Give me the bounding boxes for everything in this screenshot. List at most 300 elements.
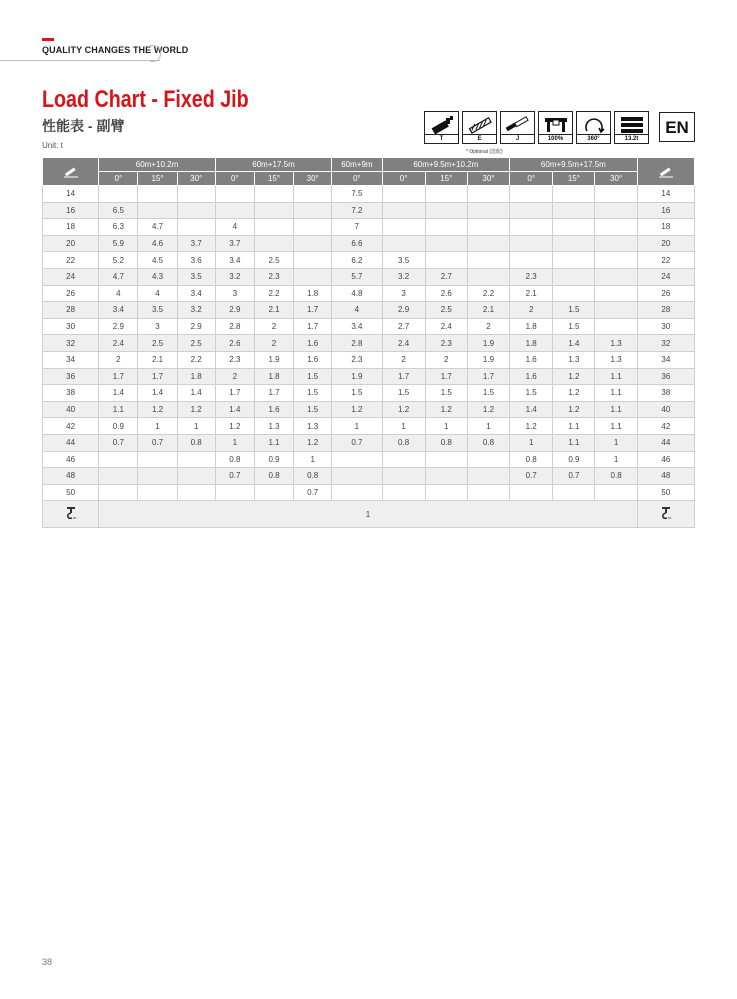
load-cell: 2.4 [425, 318, 467, 335]
load-cell [99, 468, 138, 485]
load-cell [553, 268, 595, 285]
load-cell: 1.1 [595, 385, 637, 402]
load-cell [99, 484, 138, 501]
load-cell: 1.1 [595, 368, 637, 385]
load-cell [138, 202, 177, 219]
load-cell [425, 202, 467, 219]
load-cell: 4.3 [138, 268, 177, 285]
page-subtitle: 性能表 - 副臂 [42, 118, 125, 134]
hook-block-icon [659, 506, 673, 520]
load-cell [425, 235, 467, 252]
load-cell [510, 186, 553, 203]
load-cell: 1.4 [177, 385, 215, 402]
load-cell [177, 484, 215, 501]
load-cell: 1.3 [595, 351, 637, 368]
group-header-row [43, 158, 695, 172]
table-row [43, 451, 695, 468]
load-cell [510, 484, 553, 501]
load-cell: 1.3 [254, 418, 293, 435]
load-cell: 1.1 [553, 418, 595, 435]
load-cell: 3.4 [215, 252, 254, 269]
load-cell: 1.7 [382, 368, 425, 385]
load-cell: 1.2 [425, 401, 467, 418]
load-cell [467, 484, 509, 501]
radius-cell: 50 [637, 484, 694, 501]
group-header: 60m+9.5m+10.2m [382, 158, 510, 172]
load-cell: 4 [138, 285, 177, 302]
load-cell [595, 186, 637, 203]
load-cell [294, 202, 332, 219]
radius-icon [63, 164, 79, 178]
radius-cell: 32 [637, 335, 694, 352]
table-row [43, 186, 695, 203]
table-row [43, 318, 695, 335]
language-badge: EN [659, 112, 695, 142]
load-cell: 1.5 [510, 385, 553, 402]
load-cell: 7 [332, 219, 382, 236]
load-cell [425, 186, 467, 203]
load-cell: 3.5 [138, 302, 177, 319]
load-cell: 3 [215, 285, 254, 302]
load-cell: 1.5 [332, 385, 382, 402]
load-cell [595, 268, 637, 285]
load-cell: 1.2 [215, 418, 254, 435]
angle-header: 30° [467, 172, 509, 186]
load-cell: 7.2 [332, 202, 382, 219]
load-cell [510, 252, 553, 269]
load-cell: 1.1 [553, 434, 595, 451]
table-row [43, 351, 695, 368]
load-cell: 1 [510, 434, 553, 451]
load-cell [595, 318, 637, 335]
angle-header-row [43, 172, 695, 186]
load-cell: 1.4 [510, 401, 553, 418]
load-cell: 1 [332, 418, 382, 435]
load-cell [553, 484, 595, 501]
load-cell: 0.8 [177, 434, 215, 451]
angle-header: 30° [595, 172, 637, 186]
radius-cell: 16 [637, 202, 694, 219]
load-cell [425, 252, 467, 269]
load-cell [138, 484, 177, 501]
load-cell: 2 [215, 368, 254, 385]
load-cell: 3.4 [99, 302, 138, 319]
load-cell: 5.7 [332, 268, 382, 285]
angle-header: 0° [332, 172, 382, 186]
load-cell: 0.7 [553, 468, 595, 485]
radius-cell: 34 [43, 351, 99, 368]
load-cell: 1.2 [553, 385, 595, 402]
load-cell [595, 285, 637, 302]
load-cell [382, 451, 425, 468]
load-cell [467, 252, 509, 269]
hook-cell-right [637, 501, 694, 528]
load-cell: 1.4 [553, 335, 595, 352]
load-cell: 2.9 [177, 318, 215, 335]
badge-label: 100% [539, 134, 572, 143]
load-cell [510, 219, 553, 236]
outrigger-span-icon [542, 115, 570, 135]
load-cell: 0.7 [332, 434, 382, 451]
load-cell: 0.8 [425, 434, 467, 451]
radius-cell: 16 [43, 202, 99, 219]
radius-cell: 38 [43, 385, 99, 402]
load-cell: 2.9 [382, 302, 425, 319]
radius-cell: 14 [637, 186, 694, 203]
radius-icon [658, 164, 674, 178]
load-cell: 1.3 [553, 351, 595, 368]
load-cell: 0.9 [254, 451, 293, 468]
table-row [43, 219, 695, 236]
hook-block-icon [64, 506, 78, 520]
load-cell: 0.8 [294, 468, 332, 485]
load-cell: 0.7 [99, 434, 138, 451]
load-cell [595, 235, 637, 252]
load-cell [294, 252, 332, 269]
load-cell: 0.9 [99, 418, 138, 435]
table-row [43, 252, 695, 269]
load-cell: 3.5 [382, 252, 425, 269]
load-cell: 2.5 [254, 252, 293, 269]
radius-cell: 20 [637, 235, 694, 252]
load-cell: 2 [254, 318, 293, 335]
angle-header: 15° [138, 172, 177, 186]
load-cell: 1.2 [332, 401, 382, 418]
load-cell: 1 [382, 418, 425, 435]
load-cell [254, 186, 293, 203]
slogan-rule [0, 60, 160, 61]
load-cell: 1.9 [254, 351, 293, 368]
load-cell: 2.7 [382, 318, 425, 335]
load-cell: 1.4 [215, 401, 254, 418]
load-cell [99, 186, 138, 203]
radius-cell: 28 [637, 302, 694, 319]
load-cell [467, 186, 509, 203]
load-cell [382, 468, 425, 485]
radius-cell: 24 [43, 268, 99, 285]
load-cell [425, 451, 467, 468]
load-cell: 0.8 [382, 434, 425, 451]
load-cell: 2.2 [254, 285, 293, 302]
load-cell: 1.3 [595, 335, 637, 352]
load-cell [177, 468, 215, 485]
radius-corner-left [43, 158, 99, 186]
load-cell: 2.6 [425, 285, 467, 302]
badge-outrigger-span [538, 111, 573, 144]
table-row [43, 385, 695, 402]
group-header: 60m+9.5m+17.5m [510, 158, 638, 172]
load-cell: 2 [382, 351, 425, 368]
table-row [43, 335, 695, 352]
radius-corner-right [637, 158, 694, 186]
load-cell: 4.5 [138, 252, 177, 269]
counterweight-stack-icon [618, 115, 646, 135]
load-cell: 2.3 [215, 351, 254, 368]
radius-cell: 26 [637, 285, 694, 302]
badge-label: 13.2t [615, 134, 648, 143]
load-cell: 1.7 [254, 385, 293, 402]
load-cell: 2.6 [215, 335, 254, 352]
load-table-body [43, 186, 695, 501]
load-cell: 0.7 [294, 484, 332, 501]
load-cell: 0.7 [138, 434, 177, 451]
load-cell: 5.2 [99, 252, 138, 269]
load-cell: 1.2 [553, 401, 595, 418]
load-cell: 4 [215, 219, 254, 236]
load-cell: 2 [467, 318, 509, 335]
load-cell: 1.2 [294, 434, 332, 451]
load-cell: 1.6 [294, 335, 332, 352]
load-cell: 1.2 [553, 368, 595, 385]
load-cell: 1.7 [99, 368, 138, 385]
radius-cell: 34 [637, 351, 694, 368]
rotation-360-icon [580, 115, 608, 135]
radius-cell: 32 [43, 335, 99, 352]
load-cell [595, 484, 637, 501]
angle-header: 0° [382, 172, 425, 186]
hook-weight-value: 1 [99, 501, 637, 528]
load-cell: 4.7 [138, 219, 177, 236]
load-cell [177, 186, 215, 203]
badge-boom-e [462, 111, 497, 144]
load-cell [467, 219, 509, 236]
load-cell [254, 202, 293, 219]
radius-cell: 22 [43, 252, 99, 269]
group-header: 60m+9m [332, 158, 382, 172]
load-cell: 2.3 [510, 268, 553, 285]
load-cell: 2.5 [177, 335, 215, 352]
radius-cell: 42 [637, 418, 694, 435]
load-cell: 0.9 [553, 451, 595, 468]
load-cell: 2.8 [332, 335, 382, 352]
load-cell [553, 202, 595, 219]
load-cell: 1.5 [553, 318, 595, 335]
load-cell: 1.5 [294, 385, 332, 402]
load-cell: 3.2 [382, 268, 425, 285]
radius-cell: 26 [43, 285, 99, 302]
badge-counterweight [614, 111, 649, 144]
load-cell [382, 202, 425, 219]
table-row [43, 368, 695, 385]
load-cell: 1.9 [467, 351, 509, 368]
load-cell [467, 268, 509, 285]
angle-header: 15° [254, 172, 293, 186]
badge-label: 360° [577, 134, 610, 143]
configuration-badges [424, 111, 649, 144]
load-cell: 1.4 [138, 385, 177, 402]
load-cell: 3 [382, 285, 425, 302]
group-header: 60m+10.2m [99, 158, 216, 172]
load-cell [332, 468, 382, 485]
load-cell: 1.5 [382, 385, 425, 402]
load-cell: 4 [332, 302, 382, 319]
load-cell: 1.7 [467, 368, 509, 385]
load-cell [99, 451, 138, 468]
svg-text:m: m [72, 515, 76, 521]
load-cell: 2.1 [510, 285, 553, 302]
hook-cell-left [43, 501, 99, 528]
load-cell: 2 [99, 351, 138, 368]
load-cell: 1.7 [294, 302, 332, 319]
load-cell: 3.4 [177, 285, 215, 302]
jib-j-icon [504, 115, 532, 135]
load-cell [382, 186, 425, 203]
load-cell: 2 [425, 351, 467, 368]
load-cell: 0.8 [215, 451, 254, 468]
load-cell [467, 468, 509, 485]
load-cell: 6.6 [332, 235, 382, 252]
load-cell [177, 219, 215, 236]
load-cell: 1 [215, 434, 254, 451]
load-cell: 1.6 [294, 351, 332, 368]
load-cell: 2.1 [467, 302, 509, 319]
angle-header: 30° [177, 172, 215, 186]
load-cell [294, 219, 332, 236]
company-slogan: QUALITY CHANGES THE WORLD [42, 45, 189, 55]
load-cell: 4.7 [99, 268, 138, 285]
load-cell: 1.2 [467, 401, 509, 418]
load-cell: 1 [595, 451, 637, 468]
angle-header: 30° [294, 172, 332, 186]
radius-cell: 14 [43, 186, 99, 203]
radius-cell: 36 [637, 368, 694, 385]
load-cell: 4.6 [138, 235, 177, 252]
angle-header: 0° [99, 172, 138, 186]
load-cell: 1.9 [332, 368, 382, 385]
load-cell: 1.2 [177, 401, 215, 418]
radius-cell: 36 [43, 368, 99, 385]
angle-header: 15° [553, 172, 595, 186]
load-cell: 1.5 [467, 385, 509, 402]
load-cell: 1.2 [382, 401, 425, 418]
load-cell: 1.1 [99, 401, 138, 418]
radius-cell: 24 [637, 268, 694, 285]
radius-cell: 50 [43, 484, 99, 501]
load-cell: 1.8 [510, 318, 553, 335]
load-cell: 0.7 [215, 468, 254, 485]
load-cell [425, 484, 467, 501]
load-cell: 2.2 [467, 285, 509, 302]
badge-rotation [576, 111, 611, 144]
load-cell [294, 186, 332, 203]
load-cell: 1.6 [510, 351, 553, 368]
table-row [43, 401, 695, 418]
load-cell: 4 [99, 285, 138, 302]
optional-note: * Optional (选配) [466, 149, 503, 155]
load-cell: 2.9 [215, 302, 254, 319]
load-cell: 2.3 [332, 351, 382, 368]
load-cell: 2 [510, 302, 553, 319]
load-cell: 1 [425, 418, 467, 435]
load-cell: 1.5 [294, 368, 332, 385]
hook-footer-row [43, 501, 695, 528]
load-cell [595, 219, 637, 236]
table-row [43, 434, 695, 451]
load-cell: 3.6 [177, 252, 215, 269]
load-cell: 1.8 [294, 285, 332, 302]
brand-accent-bar [42, 38, 54, 41]
load-cell [254, 219, 293, 236]
load-cell: 1.7 [138, 368, 177, 385]
load-cell [294, 268, 332, 285]
load-cell: 1.5 [553, 302, 595, 319]
load-cell: 1 [138, 418, 177, 435]
load-cell: 1.7 [425, 368, 467, 385]
radius-cell: 30 [43, 318, 99, 335]
load-cell: 2.2 [177, 351, 215, 368]
load-cell: 1 [177, 418, 215, 435]
load-cell [467, 202, 509, 219]
load-cell: 4.8 [332, 285, 382, 302]
load-cell: 2.4 [99, 335, 138, 352]
load-cell: 2 [254, 335, 293, 352]
group-header: 60m+17.5m [215, 158, 332, 172]
load-cell: 1 [467, 418, 509, 435]
load-cell: 1 [294, 451, 332, 468]
load-cell [510, 202, 553, 219]
radius-cell: 42 [43, 418, 99, 435]
table-row [43, 468, 695, 485]
load-cell [467, 451, 509, 468]
load-cell: 6.3 [99, 219, 138, 236]
radius-cell: 18 [43, 219, 99, 236]
boom-e-icon [466, 115, 494, 135]
radius-cell: 46 [637, 451, 694, 468]
load-cell [382, 484, 425, 501]
load-cell: 1 [595, 434, 637, 451]
radius-cell: 30 [637, 318, 694, 335]
radius-cell: 46 [43, 451, 99, 468]
load-cell: 3.2 [215, 268, 254, 285]
page-title: Load Chart - Fixed Jib [42, 86, 249, 113]
load-cell [215, 186, 254, 203]
load-cell: 2.9 [99, 318, 138, 335]
load-cell [177, 202, 215, 219]
load-cell [382, 219, 425, 236]
load-cell [595, 302, 637, 319]
load-cell: 1.4 [99, 385, 138, 402]
load-cell: 2.5 [425, 302, 467, 319]
load-cell: 1.8 [254, 368, 293, 385]
radius-cell: 38 [637, 385, 694, 402]
load-cell [294, 235, 332, 252]
radius-cell: 18 [637, 219, 694, 236]
load-cell: 5.9 [99, 235, 138, 252]
badge-label: J [501, 134, 534, 143]
load-cell: 1.5 [425, 385, 467, 402]
load-cell [177, 451, 215, 468]
counterweight-t-icon [428, 115, 456, 135]
load-cell [553, 252, 595, 269]
table-row [43, 268, 695, 285]
table-row [43, 302, 695, 319]
load-cell: 1.7 [215, 385, 254, 402]
load-cell: 0.8 [254, 468, 293, 485]
badge-jib-j [500, 111, 535, 144]
load-cell: 1.8 [510, 335, 553, 352]
angle-header: 0° [215, 172, 254, 186]
table-row [43, 484, 695, 501]
load-cell [553, 235, 595, 252]
svg-text:m: m [667, 515, 672, 521]
load-cell [215, 202, 254, 219]
load-cell: 2.5 [138, 335, 177, 352]
load-cell [467, 235, 509, 252]
load-cell: 3.2 [177, 302, 215, 319]
load-cell: 1.6 [510, 368, 553, 385]
radius-cell: 40 [43, 401, 99, 418]
load-cell: 2.4 [382, 335, 425, 352]
